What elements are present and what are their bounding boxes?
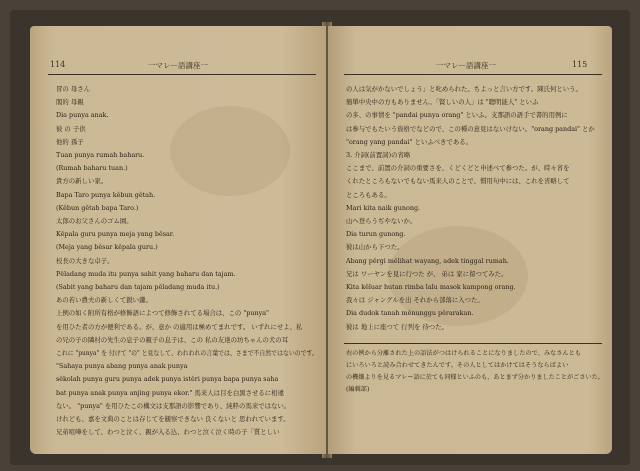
text-line: Bapa Taro punya kěbun gětah. <box>56 190 156 199</box>
footnote-rule <box>344 343 602 344</box>
text-line: Kĕpala guru punya meja yang bĕsar. <box>56 230 175 239</box>
text-line: 太郎のお父さんのゴム園。 <box>56 217 133 226</box>
text-line: あの若い農夫の新しくて鋭い鎌。 <box>56 296 152 305</box>
text-line: (Kěbun gětah bapa Taro.) <box>56 203 139 212</box>
text-line: 3. 介詞(前置詞)の省略 <box>346 151 411 160</box>
text-line: 簡單中央中の方もありません。「賢しいの人」は "聰明能人" といふ <box>346 98 539 107</box>
text-line: 兄は ワーヤンを見に行つた が、 弟は 家に留つてみた。 <box>346 269 508 278</box>
text-line: Dia dudok tanah mĕnunggu pĕrarakan. <box>346 309 474 318</box>
text-line: Dia turun gunong. <box>346 230 406 239</box>
text-line: 貴方の新しい家。 <box>56 177 108 186</box>
text-line: くれたところもないでもない馬来人のことで、慣用句中には、これを省略して <box>346 177 570 186</box>
text-line: 彼 の 子供 <box>56 124 86 133</box>
left-page-text <box>56 83 326 439</box>
text-line: 校長の大きな卓子。 <box>56 256 114 265</box>
text-line: ところもある。 <box>346 190 391 199</box>
text-line: (Rumah baharu tuan.) <box>56 164 128 173</box>
text-line: 我々は ジャングルを出 それから部落に入つた。 <box>346 296 484 305</box>
right-page-footnote <box>346 348 606 396</box>
text-line: これに "punya" を 付けて "の" と見なして、われわれの言葉では、さまで不自然ではないのです。 <box>56 349 318 358</box>
text-line: は参与でもたいう資格でなどので、この種の意見はないけない。"orang pandai" とか <box>346 124 595 133</box>
left-page-number: 114 <box>50 60 66 69</box>
right-page-header: 一マレー語講座一 <box>436 61 496 70</box>
text-line: sĕkolah punya guru punya adek punya istĕri punya bapa punya saha <box>56 375 279 384</box>
text-line: "orang yang pandai" といふべきである。 <box>346 137 472 146</box>
text-line: bat punya anak punya anjing punya ekor." 馬来人は目を白黒させるに相違 <box>56 388 284 397</box>
text-line: の多、の事情を "pandai punya orang" といふ。支那語の語手で書的用例に <box>346 111 568 120</box>
text-line: (Sabit yang baharu dan tajam pĕladang muda itu.) <box>56 283 220 292</box>
text-line: の兄の子の隣村の先生の息子の親子の息子は、この 私の友達の坊ちゃんの犬の耳 <box>56 335 289 344</box>
text-line: Kita kĕluar hutan rimba lalu masok kampong orang. <box>346 283 516 292</box>
left-page-header: 一マレー語講座一 <box>148 61 208 70</box>
text-line: Dia punya anak. <box>56 111 109 120</box>
text-line: を用ひた者の方が便利である。が、意か の適用は極めてまれです。 いずれにせよ、私 <box>56 322 303 331</box>
text-line: Mari kita naik gunong. <box>346 203 421 212</box>
text-line: けれども、嘉を文典のことは存じてを観察できない 良くないと 思われています。 <box>56 415 290 424</box>
text-line: 他的 孫子 <box>56 137 84 146</box>
text-line: 右の例から分離された上の語法がつはけられることになりましたので、みなさんとも <box>346 350 581 357</box>
text-line: ここまで、前置の介詞の重要さを、くどくどと申述べて参つた。が、時々省を <box>346 164 570 173</box>
text-line: 閣的 母親 <box>56 98 84 107</box>
text-line: にいろいろと読み合わせてきたんです。その人としてはかけてはそうならばよい <box>346 362 569 369</box>
text-line: 上例の如く附所有格が修飾語によつて修飾されてる場合は、この "punya" <box>56 309 269 318</box>
text-line: 彼は山から下つた。 <box>346 243 404 252</box>
text-line: 彼は 地上に座つて 行列を 待つた。 <box>346 322 448 331</box>
text-line: Tuan punya rumah baharu. <box>56 151 145 160</box>
text-line: "Sahaya punya abang punya anak punya <box>56 362 188 371</box>
text-line: Abang pĕrgi mĕlihat wayang, adek tinggal rumah. <box>346 256 509 265</box>
text-line: Pĕladang muda itu punya sahit yang baharu dan tajam. <box>56 269 236 278</box>
left-page <box>30 26 326 454</box>
text-line: (編輯部) <box>346 386 370 393</box>
text-line: ない。 "punya" を用ひたこの構文は支那語の影響であり、純粋の馬来ではない。 <box>56 401 291 410</box>
left-header-rule <box>48 74 316 75</box>
right-page-number: 115 <box>572 60 588 69</box>
right-page <box>328 26 612 454</box>
right-header-rule <box>344 74 602 75</box>
text-line: 兄弟喧嘩をして、わつと泣く、親が入る込、わつと泣く泣く時の子「質としい <box>56 428 280 437</box>
text-line: の人は気がかないでしょう」と叱められた。ちよっと言い方です。陳氏何という。 <box>346 85 582 93</box>
text-line: (Meja yang bĕsar kĕpala guru.) <box>56 243 158 252</box>
text-line: 冒の 母さん <box>56 85 90 93</box>
right-page-text <box>346 83 595 334</box>
text-line: の機嫌よりを見るマレー語に於ても同様といふのも、あとまず分かりましたことがごさいた。 <box>346 374 604 381</box>
text-line: 山へ登らうぢやないか。 <box>346 217 417 226</box>
